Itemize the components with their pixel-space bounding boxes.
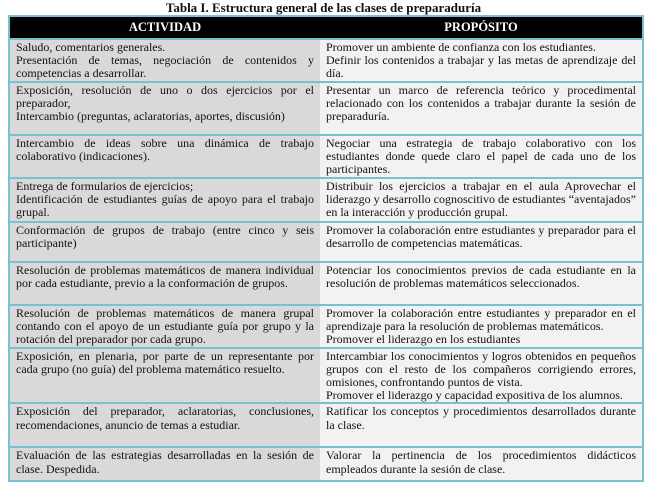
header-actividad: ACTIVIDAD [10,17,320,39]
proposito-cell: Potenciar los conocimientos previos de cada estudiante en la resolución de problemas matemáticos seleccionados. [320,262,642,305]
table-row [10,305,642,348]
proposito-cell: Valorar la pertinencia de los procedimientos didácticos empleados durante la sesión de clase. [320,447,642,480]
table-row [10,82,642,135]
actividad-cell: Resolución de problemas matemáticos de manera individual por cada estudiante, previo a la conformación de grupos. [10,262,320,305]
table-row [10,178,642,222]
table-row [10,135,642,178]
table-row [10,262,642,305]
proposito-cell: Promover un ambiente de confianza con los estudiantes. Definir los contenidos a trabajar y las metas de aprendizaje del día. [320,39,642,82]
actividad-cell: Exposición, resolución de uno o dos ejercicios por el preparador, Intercambio (preguntas, aclaratorias, aportes, discusión) [10,82,320,135]
proposito-cell: Presentar un marco de referencia teórico y procedimental relacionado con los contenidos a trabajar durante la sesión de preparaduría. [320,82,642,135]
proposito-cell: Ratificar los conceptos y procedimientos desarrollados durante la clase. [320,403,642,447]
actividad-cell: Exposición del preparador, aclaratorias, conclusiones, recomendaciones, anuncio de temas a estudiar. [10,403,320,447]
proposito-cell: Promover la colaboración entre estudiantes y preparador para el desarrollo de competencias matemáticas. [320,222,642,262]
proposito-cell: Promover la colaboración entre estudiantes y preparador en el aprendizaje para la resolución de problemas matemáticos. Promover el liderazgo en los estudiantes [320,305,642,348]
table-row [10,447,642,480]
proposito-cell: Intercambiar los conocimientos y logros obtenidos en pequeños grupos con el resto de los compañeros corrigiendo errores, omisiones, confrontando puntos de vista. Promover el liderazgo y capacidad expositiva de los alumnos. [320,348,642,404]
table-row [10,348,642,404]
table-row [10,403,642,447]
table-row [10,222,642,262]
actividad-cell: Intercambio de ideas sobre una dinámica de trabajo colaborativo (indicaciones). [10,135,320,178]
proposito-cell: Distribuir los ejercicios a trabajar en el aula Aprovechar el liderazgo y desarrollo cognoscitivo de estudiantes “aventajados” en la interacción y producción grupal. [320,178,642,222]
activity-table [8,15,644,482]
proposito-cell: Negociar una estrategia de trabajo colaborativo con los estudiantes donde quede claro el papel de cada uno de los participantes. [320,135,642,178]
table-title: Tabla I. Estructura general de las clases de preparaduría [165,0,482,15]
actividad-cell: Evaluación de las estrategias desarrolladas en la sesión de clase. Despedida. [10,447,320,480]
actividad-cell: Conformación de grupos de trabajo (entre cinco y seis participante) [10,222,320,262]
header-proposito: PROPÓSITO [320,17,642,39]
actividad-cell: Saludo, comentarios generales. Presentación de temas, negociación de contenidos y competencias a desarrollar. [10,39,320,82]
actividad-cell: Resolución de problemas matemáticos de manera grupal contando con el apoyo de un estudiante guía por grupo y la rotación del preparador por cada grupo. [10,305,320,348]
table-header-row [10,17,642,39]
table-row [10,39,642,82]
actividad-cell: Entrega de formularios de ejercicios; Identificación de estudiantes guías de apoyo para el trabajo grupal. [10,178,320,222]
actividad-cell: Exposición, en plenaria, por parte de un representante por cada grupo (no guía) del problema matemático resuelto. [10,348,320,404]
